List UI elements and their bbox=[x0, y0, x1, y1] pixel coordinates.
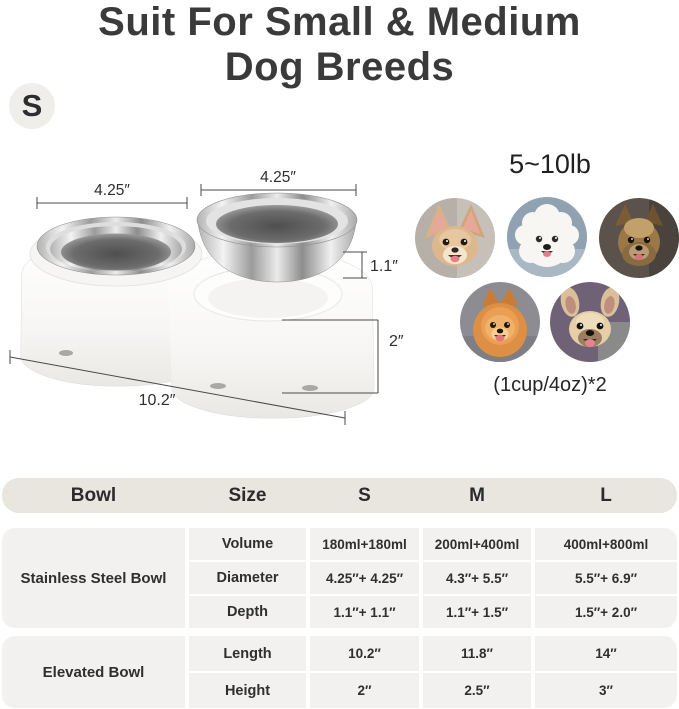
dog-photo-bichon-frise bbox=[507, 197, 587, 277]
title-line-2: Dog Breeds bbox=[224, 45, 455, 89]
row-label-diameter: Diameter bbox=[189, 562, 306, 594]
row-label-height: Height bbox=[189, 673, 306, 708]
volume-m: 200ml+400ml bbox=[423, 528, 531, 560]
diameter-l: 5.5″+ 6.9″ bbox=[535, 562, 677, 594]
row-label-depth: Depth bbox=[189, 596, 306, 628]
size-badge: S bbox=[9, 83, 55, 129]
header-size-m: M bbox=[469, 484, 485, 506]
capacity-note: (1cup/4oz)*2 bbox=[493, 374, 607, 396]
dog-photo-pomeranian bbox=[460, 282, 540, 362]
weight-range: 5~10lb bbox=[509, 149, 591, 179]
row-label-volume: Volume bbox=[189, 528, 306, 560]
bichon-frise-photo bbox=[507, 197, 587, 277]
volume-l: 400ml+800ml bbox=[535, 528, 677, 560]
base-foot bbox=[59, 350, 73, 356]
title-line-1: Suit For Small & Medium bbox=[98, 0, 581, 44]
length-m: 11.8″ bbox=[423, 636, 531, 671]
depth-m: 1.1″+ 1.5″ bbox=[423, 596, 531, 628]
height-l: 3″ bbox=[535, 673, 677, 708]
header-size-l: L bbox=[600, 484, 612, 506]
depth-s: 1.1″+ 1.1″ bbox=[310, 596, 419, 628]
height-s: 2″ bbox=[310, 673, 419, 708]
depth-l: 1.5″+ 2.0″ bbox=[535, 596, 677, 628]
length-s: 10.2″ bbox=[310, 636, 419, 671]
group-label-stainless-steel-bowl: Stainless Steel Bowl bbox=[2, 528, 185, 628]
dimension-label-stand-height: 2″ bbox=[389, 333, 404, 350]
diameter-m: 4.3″+ 5.5″ bbox=[423, 562, 531, 594]
left-steel-bowl bbox=[37, 217, 195, 275]
dog-photo-yorkshire-terrier bbox=[599, 198, 679, 278]
chihuahua-photo bbox=[415, 198, 495, 278]
header-size-s: S bbox=[358, 484, 371, 506]
base-foot bbox=[210, 383, 226, 389]
header-bowl: Bowl bbox=[70, 484, 117, 506]
length-l: 14″ bbox=[535, 636, 677, 671]
group-label-elevated-bowl: Elevated Bowl bbox=[2, 636, 185, 708]
height-m: 2.5″ bbox=[423, 673, 531, 708]
product-diagram bbox=[0, 148, 410, 433]
row-label-length: Length bbox=[189, 636, 306, 671]
spec-table-header bbox=[2, 478, 677, 513]
dog-photo-chihuahua bbox=[415, 198, 495, 278]
yorkshire-terrier-photo bbox=[599, 198, 679, 278]
french-bulldog-photo bbox=[550, 282, 630, 362]
base-foot bbox=[302, 385, 318, 391]
spec-table bbox=[2, 478, 677, 709]
dimension-label-right-bowl-width: 4.25″ bbox=[260, 169, 296, 186]
dimension-label-left-bowl-width: 4.25″ bbox=[94, 182, 130, 199]
spec-group-elevated-bowl bbox=[2, 636, 677, 708]
diameter-s: 4.25″+ 4.25″ bbox=[310, 562, 419, 594]
header-size: Size bbox=[228, 484, 267, 506]
volume-s: 180ml+180ml bbox=[310, 528, 419, 560]
spec-group-stainless-steel-bowl bbox=[2, 528, 677, 628]
pomeranian-photo bbox=[460, 282, 540, 362]
page-title bbox=[0, 0, 679, 90]
dimension-label-bowl-depth: 1.1″ bbox=[370, 258, 398, 275]
dimension-label-stand-length: 10.2″ bbox=[138, 392, 176, 409]
dog-photo-french-bulldog bbox=[550, 282, 630, 362]
